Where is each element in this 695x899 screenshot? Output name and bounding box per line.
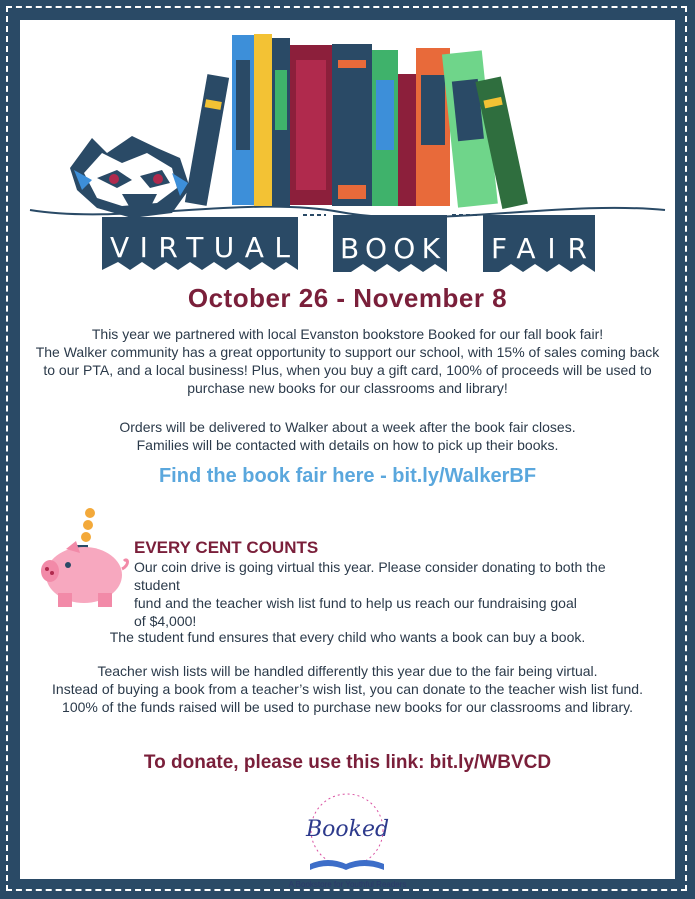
coin-icon [81,508,95,542]
student-fund-text: The student fund ensures that every child who wants a book can buy a book. [109,629,586,645]
open-book-icon [310,860,384,870]
coin-drive-line: fund and the teacher wish list fund to help us reach our fundraising goal [134,595,577,611]
piggy-bank-icon [36,505,131,610]
intro-line: This year we partnered with local Evanston bookstore Booked for our fall book fair! [91,326,604,342]
teacher-line: Teacher wish lists will be handled differently this year due to the fair being virtual. [97,663,598,679]
coin-drive-line: of $4,000! [134,613,197,629]
banner-virtual [102,217,298,270]
banner-word-book: BOOK [340,232,440,265]
banner-word-fair: FAIR [491,232,587,265]
delivery-line: Families will be contacted with details on how to pick up their books. [136,437,559,453]
banner-fair [483,215,595,272]
banner-book [333,215,447,272]
teacher-wishlist-paragraph [30,662,665,716]
teacher-line: Instead of buying a book from a teacher’s wish list, you can donate to the teacher wish list fund. [52,681,643,697]
intro-line: The Walker community has a great opportunity to support our school, with 15% of sales coming back [35,344,660,360]
banner-word-virtual: VIRTUAL [110,231,290,264]
donate-link[interactable]: To donate, please use this link: bit.ly/WBVCD [143,752,552,773]
every-cent-counts-heading: EVERY CENT COUNTS [134,538,319,557]
book-fair-link[interactable]: Find the book fair here - bit.ly/WalkerBF [158,465,537,487]
booked-tagline: A Bookstore for Youthful Readers [288,880,407,889]
booked-logo-name: Booked [305,817,390,842]
intro-paragraph [30,325,665,397]
coin-drive-line: Our coin drive is going virtual this year. Please consider donating to both the student [134,559,606,593]
intro-line: to our PTA, and a local business! Plus, when you buy a gift card, 100% of proceeds will be used to [43,362,652,378]
delivery-line: Orders will be delivered to Walker about a week after the book fair closes. [119,419,576,435]
teacher-line: 100% of the funds raised will be used to purchase new books for our classrooms and library. [62,699,633,715]
wildcat-mascot-icon [62,128,197,223]
coin-drive-paragraph [134,558,654,630]
date-range: October 26 - November 8 [187,283,508,313]
delivery-paragraph [30,418,665,454]
intro-line: purchase new books for our classrooms and library! [187,380,508,396]
